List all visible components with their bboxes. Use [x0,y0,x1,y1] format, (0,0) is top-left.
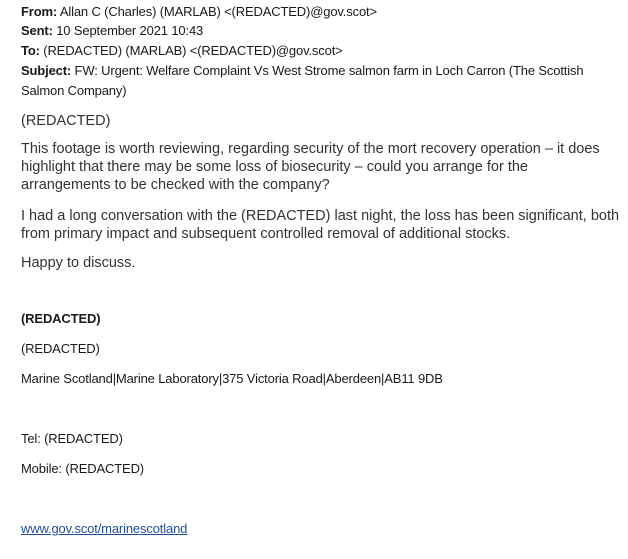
subject-value-continued: Salmon Company) [21,83,127,98]
email-salutation: (REDACTED) [21,113,111,129]
to-label: To: [21,43,40,58]
email-subject-line-continued [21,83,126,98]
email-to-line [21,43,343,58]
email-paragraph-3: Happy to discuss. [21,255,136,271]
from-label: From: [21,4,58,19]
email-paragraph-2: I had a long conversation with the (REDACTED) last night, the loss has been significant, both from primary impact and subsequent controlled removal of additional stocks. [21,208,620,242]
signature-tel: Tel: (REDACTED) [21,431,123,446]
website-link[interactable]: www.gov.scot/marinescotland [21,521,188,536]
email-from-line [21,4,377,19]
email-paragraph-1: This footage is worth reviewing, regarding security of the mort recovery operation – it does highlight that there may be some loss of biosecurity – could you arrange for the arrangements to be checked with the company? [21,141,600,193]
signature-address: Marine Scotland|Marine Laboratory|375 Victoria Road|Aberdeen|AB11 9DB [21,371,443,386]
email-subject-line [21,63,583,78]
email-sent-line [21,23,203,38]
signature-mobile: Mobile: (REDACTED) [21,461,144,476]
signature-role: (REDACTED) [21,341,100,356]
sent-label: Sent: [21,23,53,38]
to-value: (REDACTED) (MARLAB) <(REDACTED)@gov.scot> [39,43,343,58]
subject-label: Subject: [21,63,72,78]
subject-value: FW: Urgent: Welfare Complaint Vs West Strome salmon farm in Loch Carron (The Scottish [71,63,584,78]
sent-value: 10 September 2021 10:43 [52,23,204,38]
from-value: Allan C (Charles) (MARLAB) <(REDACTED)@gov.scot> [57,4,377,19]
signature-name: (REDACTED) [21,311,101,326]
